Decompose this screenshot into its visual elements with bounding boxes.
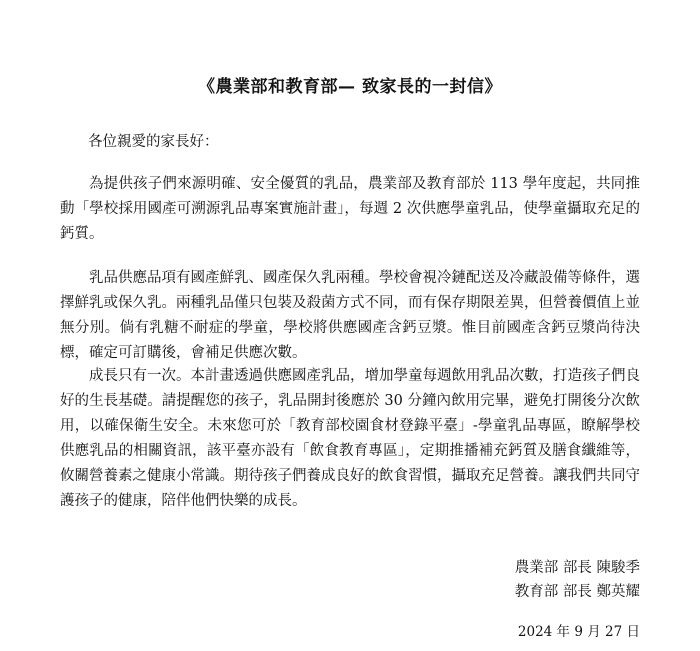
signature-agriculture: 農業部 部長 陳駿季 <box>514 560 640 576</box>
letter-title: 《農業部和教育部— 致家長的一封信》 <box>198 77 502 97</box>
signature-education: 教育部 部長 鄭英耀 <box>514 584 640 600</box>
paragraph-2: 乳品供應品項有國產鮮乳、國產保久乳兩種。學校會視冷鏈配送及冷藏設備等條件，選擇鮮乳或保久乳。兩種乳品僅只包裝及殺菌方式不同，而有保存期限差異，但營養價值上並無分別。倘有乳糖不耐症的學童，學校將供應國產含鈣豆漿。惟目前國產含鈣豆漿尚待決標，確定可訂購後，會補足供應次數。 <box>60 270 640 361</box>
letter-date: 2024 年 9 月 27 日 <box>517 624 640 640</box>
paragraph-1: 為提供孩子們來源明確、安全優質的乳品，農業部及教育部於 113 學年度起，共同推動「學校採用國產可溯源乳品專案實施計畫」，每週 2 次供應學童乳品，使學童攝取充足的鈣質。 <box>60 176 640 242</box>
signature-block <box>515 556 640 604</box>
salutation: 各位親愛的家長好： <box>88 134 219 150</box>
paragraph-3: 成長只有一次。本計畫透過供應國產乳品，增加學童每週飲用乳品次數，打造孩子們良好的生長基礎。請提醒您的孩子，乳品開封後應於 30 分鐘內飲用完畢，避免打開後分次飲用，以確保衛生安全。未來您可於「教育部校園食材登錄平臺」-學童乳品專區，瞭解學校供應乳品的相關資訊，該平臺亦設有「飲食教育專區」，定期推播補充鈣質及膳食纖維等，攸關營養素之健康小常識。期待孩子們養成良好的飲食習慣，攝取充足營養。讓我們共同守護孩子的健康，陪伴他們快樂的成長。 <box>60 368 640 509</box>
